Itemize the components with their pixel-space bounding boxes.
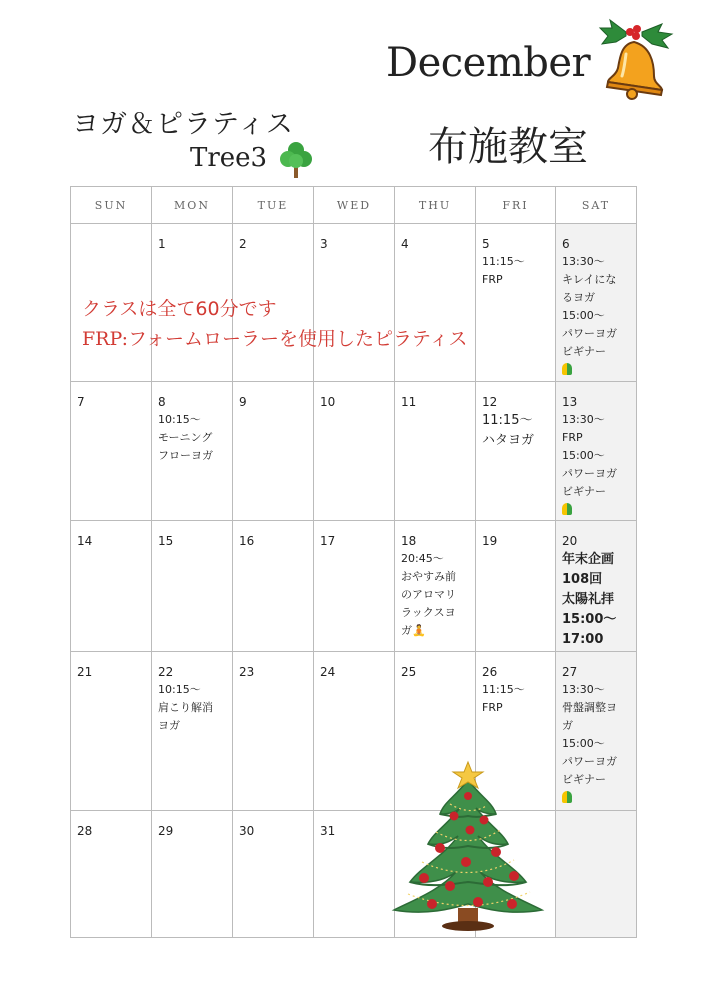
day-number: 2 — [239, 237, 247, 251]
month-title: December — [386, 40, 591, 86]
event-line: フローヨガ — [158, 449, 213, 462]
day-number: 31 — [320, 824, 336, 838]
event-line: 17:00 — [562, 632, 604, 647]
event-line: 10:15〜 — [158, 683, 201, 696]
calendar-day-cell — [314, 652, 395, 811]
day-number: 9 — [239, 395, 247, 409]
weekday-thu: THU — [395, 187, 476, 224]
calendar-day-cell — [314, 382, 395, 521]
calendar-week-row — [71, 382, 637, 521]
event-line: 20:45〜 — [401, 552, 444, 565]
event-line: 13:30〜 — [562, 683, 605, 696]
day-number: 3 — [320, 237, 328, 251]
event-line: 骨盤調整ヨ — [562, 701, 617, 714]
day-number: 16 — [239, 534, 255, 548]
day-number: 17 — [320, 534, 336, 548]
day-number: 18 — [401, 534, 417, 548]
day-number: 14 — [77, 534, 93, 548]
day-number: 12 — [482, 395, 498, 409]
event-line: FRP — [482, 273, 503, 286]
day-number: 29 — [158, 824, 174, 838]
event-line: FRP — [482, 701, 503, 714]
calendar-day-cell — [395, 521, 476, 652]
event-line: FRP — [562, 431, 583, 444]
day-number: 7 — [77, 395, 85, 409]
calendar-week-row — [71, 811, 637, 938]
bell-icon — [592, 14, 680, 102]
page-title: ヨガ＆ピラティス — [72, 109, 294, 140]
calendar-day-cell — [556, 382, 637, 521]
event-line: ヨガ — [158, 719, 180, 732]
event-line: ビギナー — [562, 345, 606, 358]
event-line: 年末企画 — [562, 552, 615, 567]
calendar-day-cell — [233, 382, 314, 521]
weekday-sun: SUN — [71, 187, 152, 224]
event-line: 太陽礼拝 — [562, 592, 615, 607]
event-line: パワーヨガ — [562, 467, 617, 480]
event-line: ビギナー — [562, 485, 606, 498]
calendar-day-cell — [395, 382, 476, 521]
event-line: るヨガ — [562, 291, 595, 304]
event-line: ガ🧘 — [401, 624, 426, 637]
day-number: 5 — [482, 237, 490, 251]
class-notice — [82, 294, 468, 354]
calendar-week-row — [71, 521, 637, 652]
day-number: 28 — [77, 824, 93, 838]
day-number: 21 — [77, 665, 93, 679]
day-number: 4 — [401, 237, 409, 251]
calendar-day-cell — [556, 652, 637, 811]
notice-frp-definition: FRP:フォームローラーを使用したピラティス — [82, 328, 468, 350]
calendar-day-cell — [556, 224, 637, 382]
event-line: パワーヨガ — [562, 755, 617, 768]
tree-icon — [278, 140, 314, 180]
calendar-day-cell — [556, 521, 637, 652]
calendar-day-cell — [233, 521, 314, 652]
event-line: のアロマリ — [401, 588, 456, 601]
event-line: 肩こり解消 — [158, 701, 213, 714]
calendar-day-cell — [556, 811, 637, 938]
day-number: 26 — [482, 665, 498, 679]
calendar-day-cell — [71, 652, 152, 811]
location-name: 布施教室 — [428, 124, 588, 170]
event-line: 11:15〜 — [482, 413, 533, 428]
day-number: 20 — [562, 534, 578, 548]
calendar-day-cell — [233, 652, 314, 811]
event-line: 15:00〜 — [562, 737, 605, 750]
weekday-sat: SAT — [556, 187, 637, 224]
calendar-day-cell — [152, 521, 233, 652]
event-line: 108回 — [562, 572, 603, 587]
day-number: 11 — [401, 395, 417, 409]
event-line: 10:15〜 — [158, 413, 201, 426]
calendar-day-cell — [314, 811, 395, 938]
day-number: 25 — [401, 665, 417, 679]
day-number: 8 — [158, 395, 166, 409]
weekday-fri: FRI — [476, 187, 556, 224]
calendar-day-cell — [233, 811, 314, 938]
day-number: 13 — [562, 395, 578, 409]
calendar-day-cell — [71, 382, 152, 521]
calendar-day-cell — [476, 382, 556, 521]
calendar-day-cell — [71, 811, 152, 938]
event-line: ラックスヨ — [401, 606, 456, 619]
notice-duration: クラスは全て60分です — [82, 298, 277, 320]
calendar-week-row — [71, 652, 637, 811]
calendar-day-cell — [476, 521, 556, 652]
studio-name: Tree3 — [190, 143, 268, 173]
day-number: 30 — [239, 824, 255, 838]
event-line: 15:00〜 — [562, 309, 605, 322]
beginner-leaf-icon — [562, 363, 572, 375]
day-number: 1 — [158, 237, 166, 251]
day-number: 27 — [562, 665, 578, 679]
calendar-day-cell — [314, 521, 395, 652]
day-number: 6 — [562, 237, 570, 251]
day-number: 15 — [158, 534, 174, 548]
weekday-mon: MON — [152, 187, 233, 224]
day-number: 10 — [320, 395, 336, 409]
calendar-day-cell — [152, 652, 233, 811]
event-line: ハタヨガ — [482, 433, 535, 448]
event-line: 15:00〜 — [562, 449, 605, 462]
calendar-day-cell — [476, 224, 556, 382]
event-line: ビギナー — [562, 773, 606, 786]
event-line: 13:30〜 — [562, 413, 605, 426]
calendar-day-cell — [152, 811, 233, 938]
calendar-day-cell — [71, 521, 152, 652]
event-line: 11:15〜 — [482, 683, 525, 696]
weekday-tue: TUE — [233, 187, 314, 224]
event-line: モーニング — [158, 431, 213, 444]
beginner-leaf-icon — [562, 791, 572, 803]
event-line: 15:00〜 — [562, 612, 617, 627]
day-number: 22 — [158, 665, 174, 679]
event-line: ガ — [562, 719, 573, 732]
event-line: 13:30〜 — [562, 255, 605, 268]
day-number: 23 — [239, 665, 255, 679]
weekday-header-row — [71, 187, 637, 224]
event-line: キレイにな — [562, 273, 617, 286]
day-number: 19 — [482, 534, 498, 548]
event-line: 11:15〜 — [482, 255, 525, 268]
calendar-day-cell — [152, 382, 233, 521]
event-line: おやすみ前 — [401, 570, 456, 583]
christmas-tree-icon — [388, 758, 548, 938]
weekday-wed: WED — [314, 187, 395, 224]
beginner-leaf-icon — [562, 503, 572, 515]
event-line: パワーヨガ — [562, 327, 617, 340]
day-number: 24 — [320, 665, 336, 679]
